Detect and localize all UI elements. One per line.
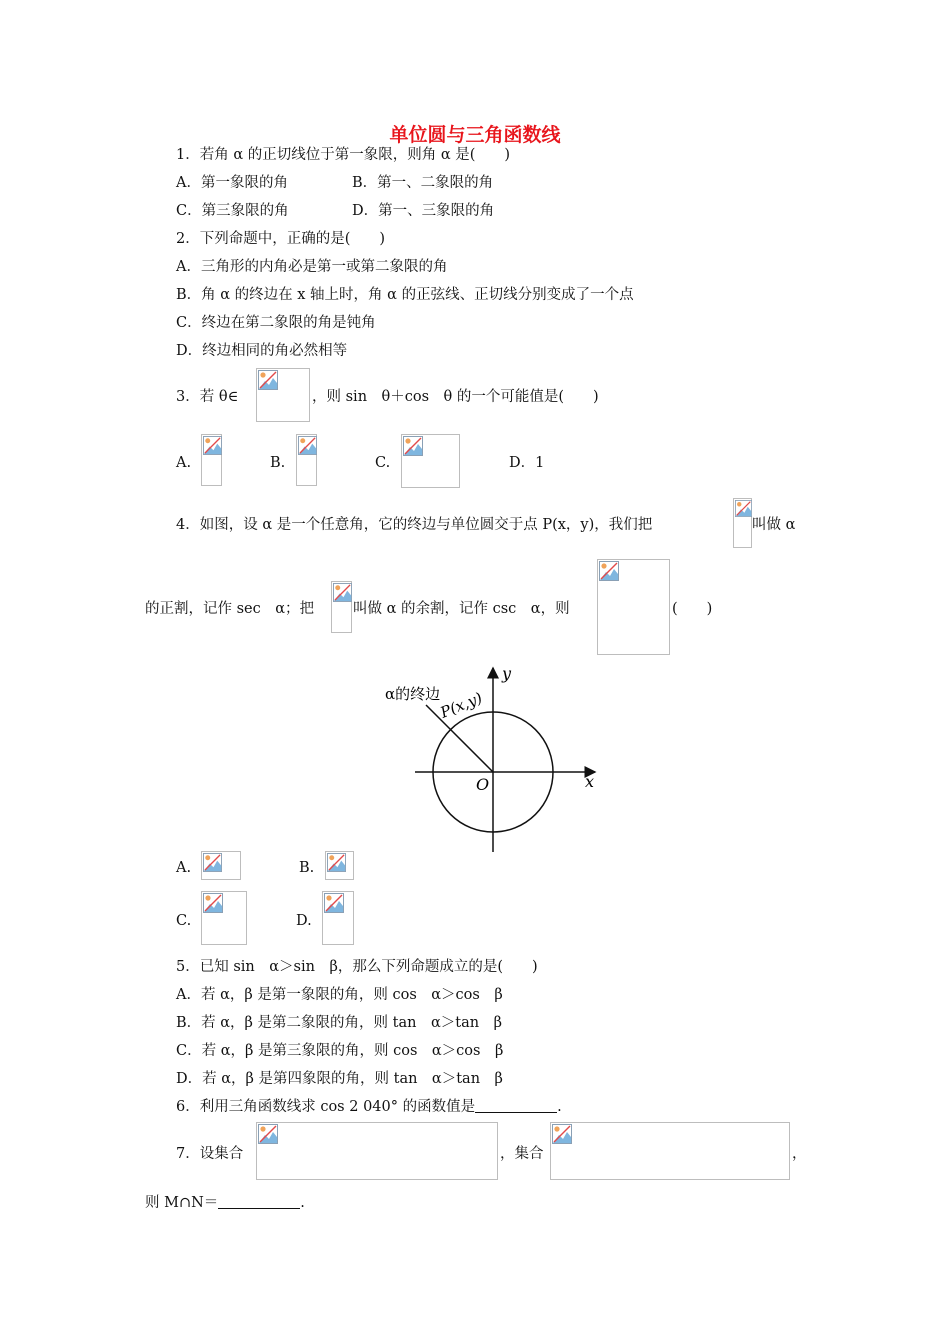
q1-option-c: C．第三象限的角 [176, 203, 289, 219]
q7-line2 [145, 1193, 305, 1213]
q5-option-b: B．若 α，β 是第二象限的角，则 tan α＞tan β [176, 1015, 502, 1031]
image-placeholder-icon [333, 583, 352, 602]
q2-option-c: C．终边在第二象限的角是钝角 [176, 315, 376, 331]
q4-option-a: A. [176, 860, 192, 876]
q5-stem: 5．已知 sin α＞sin β，那么下列命题成立的是( ) [176, 959, 538, 975]
image-placeholder-icon [298, 436, 317, 455]
page-title: 单位圆与三角函数线 [389, 124, 561, 146]
q4-sec-definition-image [733, 498, 752, 548]
image-placeholder-icon [203, 853, 222, 872]
q4-option-b-image [325, 851, 354, 880]
q3-option-c-image [401, 434, 460, 488]
unit-circle-figure [380, 660, 610, 860]
terminal-side-label: α的终边 [385, 685, 441, 703]
q1-option-b: B．第一、二象限的角 [352, 175, 494, 191]
q7-answer-blank[interactable] [218, 1194, 300, 1209]
q4-option-b: B. [299, 860, 315, 876]
q3-option-a: A. [176, 455, 192, 471]
image-placeholder-icon [203, 436, 222, 455]
q4-stem-line2b: 叫做 α 的余割，记作 csc α，则 [353, 601, 570, 617]
image-placeholder-icon [203, 893, 223, 913]
q5-option-a: A．若 α，β 是第一象限的角，则 cos α＞cos β [176, 987, 503, 1003]
q3-option-a-image [201, 434, 222, 486]
q5-option-c: C．若 α，β 是第三象限的角，则 cos α＞cos β [176, 1043, 504, 1059]
q2-option-b: B．角 α 的终边在 x 轴上时，角 α 的正弦线、正切线分别变成了一个点 [176, 287, 634, 303]
q7-set-n-image [550, 1122, 790, 1180]
q7-stem-pre: 7．设集合 [176, 1146, 244, 1162]
q4-option-c: C. [176, 913, 192, 929]
q4-option-d: D. [296, 913, 312, 929]
q4-stem-line2c: ( ) [672, 601, 713, 617]
q7-line2-text: 则 M∩N＝ [145, 1195, 219, 1211]
q4-question-image [597, 559, 670, 655]
q4-csc-definition-image [331, 581, 352, 633]
y-axis-label: y [502, 664, 512, 683]
image-placeholder-icon [403, 436, 423, 456]
image-placeholder-icon [258, 1124, 278, 1144]
q4-stem-line1: 4．如图，设 α 是一个任意角，它的终边与单位圆交于点 P(x，y)，我们把 [176, 517, 653, 533]
q6-stem: 6．利用三角函数线求 cos 2 040° 的函数值是 [176, 1099, 476, 1115]
q3-option-d: D．1 [509, 455, 545, 471]
q4-option-c-image [201, 891, 247, 945]
point-p-label: P(x,y) [437, 688, 485, 722]
q4-stem-line1-end: 叫做 α [752, 517, 796, 533]
q3-formula-image [256, 368, 310, 422]
x-axis-label: x [585, 772, 595, 791]
q4-option-a-image [201, 851, 241, 880]
q2-stem: 2．下列命题中，正确的是( ) [176, 231, 386, 247]
q2-option-a: A．三角形的内角必是第一或第二象限的角 [176, 259, 448, 275]
origin-label: O [476, 775, 490, 794]
q7-set-m-image [256, 1122, 498, 1180]
q3-stem-post: ，则 sin θ＋cos θ 的一个可能值是( ) [312, 389, 599, 405]
q7-stem-mid: ，集合 [500, 1146, 544, 1162]
q4-option-d-image [322, 891, 354, 945]
q1-option-d: D．第一、三象限的角 [352, 203, 495, 219]
image-placeholder-icon [258, 370, 278, 390]
q6-question [176, 1097, 562, 1117]
q2-option-d: D．终边相同的角必然相等 [176, 343, 348, 359]
image-placeholder-icon [735, 500, 752, 517]
q6-answer-blank[interactable] [475, 1098, 557, 1113]
q7-stem-post: ， [792, 1146, 807, 1162]
q3-stem-pre: 3．若 θ∈ [176, 389, 239, 405]
q3-option-b-image [296, 434, 317, 486]
q4-stem-line2a: 的正割，记作 sec α；把 [145, 601, 315, 617]
image-placeholder-icon [327, 853, 346, 872]
q7-end: . [300, 1195, 305, 1211]
q1-stem: 1．若角 α 的正切线位于第一象限，则角 α 是( ) [176, 147, 511, 163]
q5-option-d: D．若 α，β 是第四象限的角，则 tan α＞tan β [176, 1071, 503, 1087]
image-placeholder-icon [599, 561, 619, 581]
q1-option-a: A．第一象限的角 [176, 175, 288, 191]
image-placeholder-icon [324, 893, 344, 913]
q6-end: . [557, 1099, 562, 1115]
image-placeholder-icon [552, 1124, 572, 1144]
q3-option-b: B. [270, 455, 286, 471]
q3-option-c: C. [375, 455, 391, 471]
